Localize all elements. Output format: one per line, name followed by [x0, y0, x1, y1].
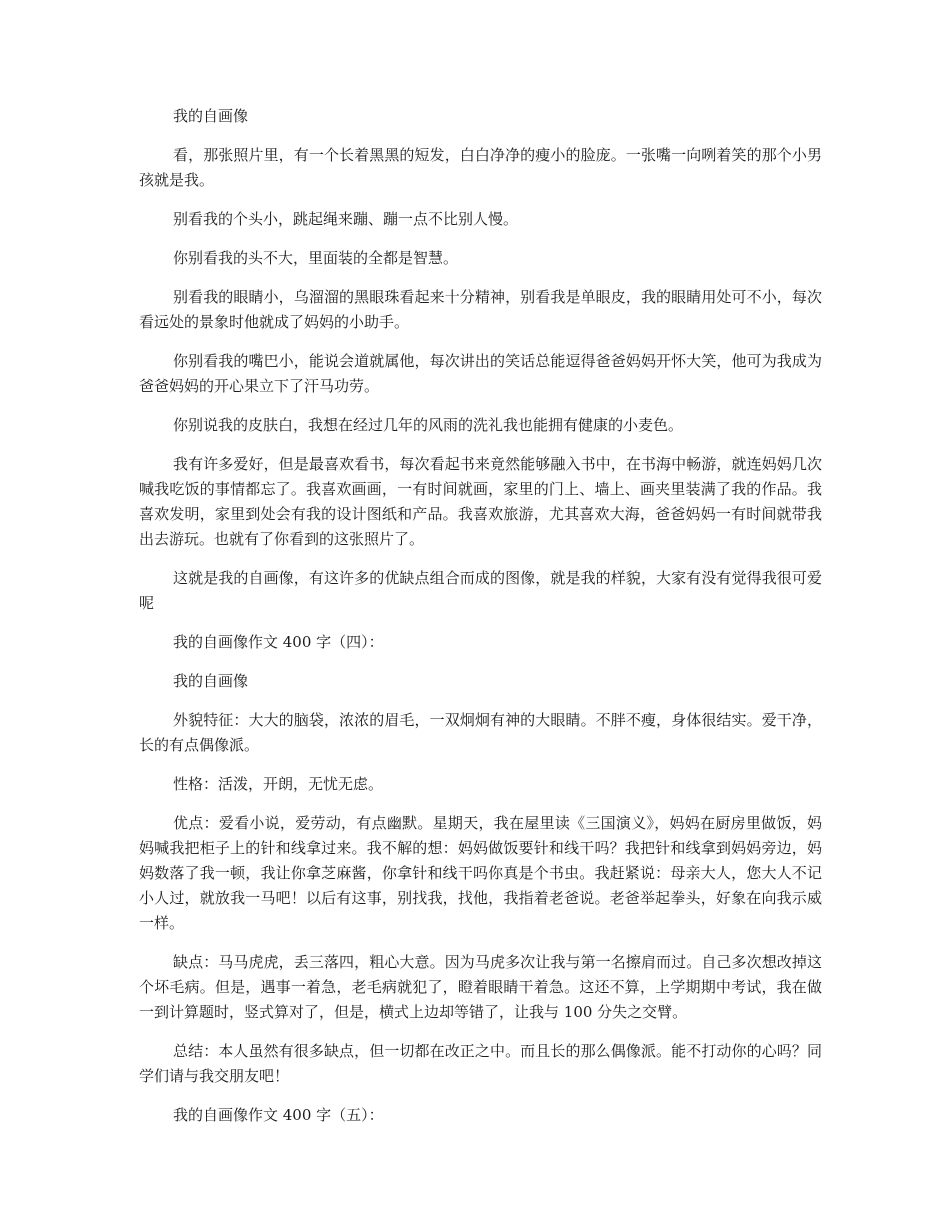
- paragraph: 外貌特征：大大的脑袋，浓浓的眉毛，一双炯炯有神的大眼睛。不胖不瘦，身体很结实。爱干净，长的有点偶像派。: [139, 711, 822, 754]
- paragraph: 性格：活泼，开朗，无忧无虑。: [173, 775, 384, 793]
- section-heading: 我的自画像作文 400 字（四）：: [173, 633, 384, 651]
- document-page: [139, 104, 822, 1142]
- essay-title: 我的自画像: [173, 672, 249, 690]
- paragraph: 缺点：马马虎虎，丢三落四，粗心大意。因为马虎多次让我与第一名擦肩而过。自己多次想改掉这个坏毛病。但是，遇事一着急，老毛病就犯了，瞪着眼睛干着急。这还不算，上学期期中考试，我在做一到计算题时，竖式算对了，但是，横式上边却等错了，让我与 100 分失之交臂。: [139, 953, 822, 1021]
- paragraph: 看，那张照片里，有一个长着黑黑的短发，白白净净的瘦小的脸庞。一张嘴一向咧着笑的那个小男孩就是我。: [139, 146, 822, 189]
- section-heading: 我的自画像作文 400 字（五）：: [173, 1106, 384, 1124]
- paragraph: 你别看我的嘴巴小，能说会道就属他，每次讲出的笑话总能逗得爸爸妈妈开怀大笑，他可为我成为爸爸妈妈的开心果立下了汗马功劳。: [139, 352, 822, 395]
- essay-title: 我的自画像: [173, 107, 249, 125]
- paragraph: 别看我的眼睛小，乌溜溜的黑眼珠看起来十分精神，别看我是单眼皮，我的眼睛用处可不小，每次看远处的景象时他就成了妈妈的小助手。: [139, 288, 822, 331]
- paragraph: 你别看我的头不大，里面装的全都是智慧。: [173, 249, 459, 267]
- paragraph: 别看我的个头小，跳起绳来蹦、蹦一点不比别人慢。: [173, 210, 519, 228]
- paragraph: 你别说我的皮肤白，我想在经过几年的风雨的洗礼我也能拥有健康的小麦色。: [173, 416, 684, 434]
- paragraph: 我有许多爱好，但是最喜欢看书，每次看起书来竟然能够融入书中，在书海中畅游，就连妈妈几次喊我吃饭的事情都忘了。我喜欢画画，一有时间就画，家里的门上、墙上、画夹里装满了我的作品。我喜欢发明，家里到处会有我的设计图纸和产品。我喜欢旅游，尤其喜欢大海，爸爸妈妈一有时间就带我出去游玩。也就有了你看到的这张照片了。: [139, 455, 822, 548]
- paragraph: 优点：爱看小说，爱劳动，有点幽默。星期天，我在屋里读《三国演义》，妈妈在厨房里做饭，妈妈喊我把柜子上的针和线拿过来。我不解的想：妈妈做饭要针和线干吗？我把针和线拿到妈妈旁边，妈妈数落了我一顿，我让你拿芝麻酱，你拿针和线干吗你真是个书虫。我赶紧说：母亲大人，您大人不记小人过，就放我一马吧！以后有这事，别找我，找他，我指着老爸说。老爸举起拳头，好象在向我示威一样。: [139, 814, 822, 932]
- paragraph: 总结：本人虽然有很多缺点，但一切都在改正之中。而且长的那么偶像派。能不打动你的心吗？同学们请与我交朋友吧！: [139, 1042, 822, 1085]
- paragraph: 这就是我的自画像，有这许多的优缺点组合而成的图像，就是我的样貌，大家有没有觉得我很可爱呢: [139, 569, 822, 612]
